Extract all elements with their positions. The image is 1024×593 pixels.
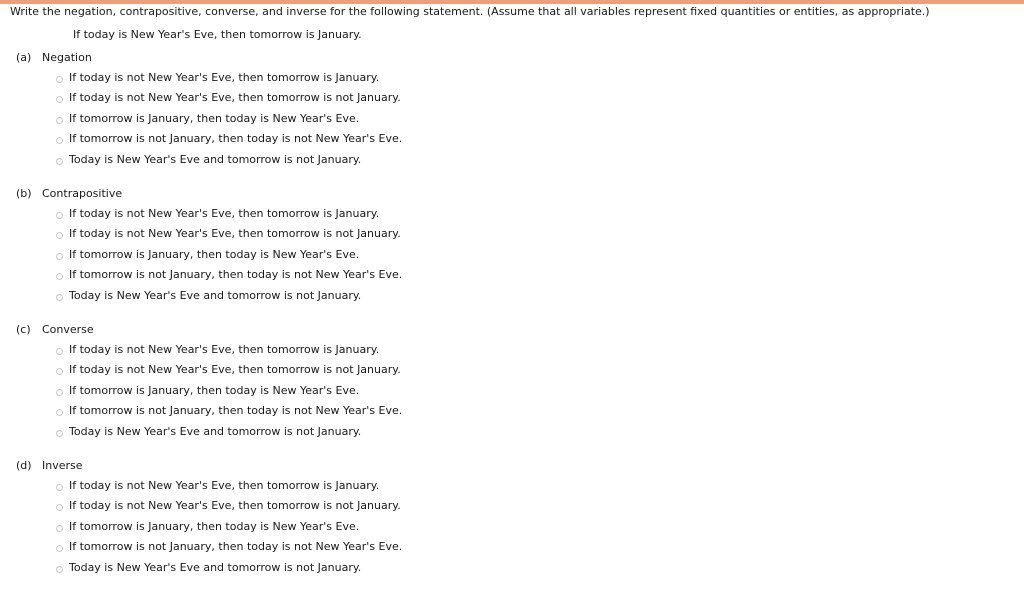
part-header bbox=[16, 51, 92, 65]
radio-button[interactable] bbox=[56, 409, 63, 416]
option-text: If today is not New Year's Eve, then tomorrow is January. bbox=[69, 343, 380, 356]
radio-option[interactable] bbox=[56, 403, 402, 419]
radio-button[interactable] bbox=[56, 96, 63, 103]
option-text: If tomorrow is not January, then today is not New Year's Eve. bbox=[69, 404, 403, 417]
conditional-statement: If today is New Year's Eve, then tomorrow is January. bbox=[73, 28, 362, 41]
option-text: If today is not New Year's Eve, then tomorrow is not January. bbox=[69, 499, 401, 512]
radio-button[interactable] bbox=[56, 348, 63, 355]
radio-button[interactable] bbox=[56, 273, 63, 280]
radio-button[interactable] bbox=[56, 430, 63, 437]
part-letter: (d) bbox=[16, 459, 32, 472]
radio-button[interactable] bbox=[56, 137, 63, 144]
radio-option[interactable] bbox=[56, 424, 361, 440]
option-text: If today is not New Year's Eve, then tomorrow is January. bbox=[69, 71, 380, 84]
radio-option[interactable] bbox=[56, 152, 361, 168]
part-label: Negation bbox=[42, 51, 92, 64]
radio-button[interactable] bbox=[56, 158, 63, 165]
part-header bbox=[16, 323, 94, 337]
radio-option[interactable] bbox=[56, 560, 361, 576]
option-text: Today is New Year's Eve and tomorrow is not January. bbox=[69, 425, 362, 438]
option-text: If tomorrow is not January, then today is not New Year's Eve. bbox=[69, 268, 403, 281]
option-text: If tomorrow is not January, then today is not New Year's Eve. bbox=[69, 540, 403, 553]
radio-button[interactable] bbox=[56, 212, 63, 219]
radio-option[interactable] bbox=[56, 539, 402, 555]
option-text: If tomorrow is not January, then today is not New Year's Eve. bbox=[69, 132, 403, 145]
radio-option[interactable] bbox=[56, 498, 401, 514]
part-header bbox=[16, 187, 122, 201]
option-text: If today is not New Year's Eve, then tomorrow is January. bbox=[69, 207, 380, 220]
radio-button[interactable] bbox=[56, 525, 63, 532]
radio-button[interactable] bbox=[56, 117, 63, 124]
option-text: If today is not New Year's Eve, then tomorrow is not January. bbox=[69, 227, 401, 240]
radio-button[interactable] bbox=[56, 504, 63, 511]
radio-option[interactable] bbox=[56, 247, 359, 263]
option-text: If tomorrow is January, then today is New Year's Eve. bbox=[69, 384, 360, 397]
radio-button[interactable] bbox=[56, 76, 63, 83]
radio-option[interactable] bbox=[56, 519, 359, 535]
part-label: Converse bbox=[42, 323, 94, 336]
option-text: Today is New Year's Eve and tomorrow is not January. bbox=[69, 153, 362, 166]
radio-option[interactable] bbox=[56, 342, 379, 358]
part-label: Contrapositive bbox=[42, 187, 123, 200]
radio-button[interactable] bbox=[56, 566, 63, 573]
radio-option[interactable] bbox=[56, 267, 402, 283]
option-text: If tomorrow is January, then today is New Year's Eve. bbox=[69, 520, 360, 533]
radio-option[interactable] bbox=[56, 478, 379, 494]
part-header bbox=[16, 459, 83, 473]
part-letter: (c) bbox=[16, 323, 31, 336]
radio-option[interactable] bbox=[56, 362, 401, 378]
radio-button[interactable] bbox=[56, 232, 63, 239]
radio-option[interactable] bbox=[56, 288, 361, 304]
option-text: If today is not New Year's Eve, then tomorrow is not January. bbox=[69, 91, 401, 104]
option-text: If today is not New Year's Eve, then tomorrow is not January. bbox=[69, 363, 401, 376]
radio-button[interactable] bbox=[56, 545, 63, 552]
radio-button[interactable] bbox=[56, 484, 63, 491]
part-letter: (b) bbox=[16, 187, 32, 200]
option-text: If today is not New Year's Eve, then tomorrow is January. bbox=[69, 479, 380, 492]
part-label: Inverse bbox=[42, 459, 83, 472]
radio-option[interactable] bbox=[56, 70, 379, 86]
radio-option[interactable] bbox=[56, 226, 401, 242]
part-letter: (a) bbox=[16, 51, 32, 64]
radio-option[interactable] bbox=[56, 111, 359, 127]
radio-option[interactable] bbox=[56, 383, 359, 399]
option-text: Today is New Year's Eve and tomorrow is not January. bbox=[69, 561, 362, 574]
option-text: If tomorrow is January, then today is New Year's Eve. bbox=[69, 248, 360, 261]
radio-option[interactable] bbox=[56, 131, 402, 147]
question-instructions: Write the negation, contrapositive, converse, and inverse for the following statement. (Assume that all variables represent fixed quantities or entities, as appropriate.) bbox=[10, 5, 930, 18]
option-text: Today is New Year's Eve and tomorrow is not January. bbox=[69, 289, 362, 302]
top-accent-bar bbox=[0, 0, 1024, 4]
radio-button[interactable] bbox=[56, 294, 63, 301]
radio-button[interactable] bbox=[56, 368, 63, 375]
radio-option[interactable] bbox=[56, 206, 379, 222]
option-text: If tomorrow is January, then today is New Year's Eve. bbox=[69, 112, 360, 125]
radio-option[interactable] bbox=[56, 90, 401, 106]
radio-button[interactable] bbox=[56, 253, 63, 260]
radio-button[interactable] bbox=[56, 389, 63, 396]
